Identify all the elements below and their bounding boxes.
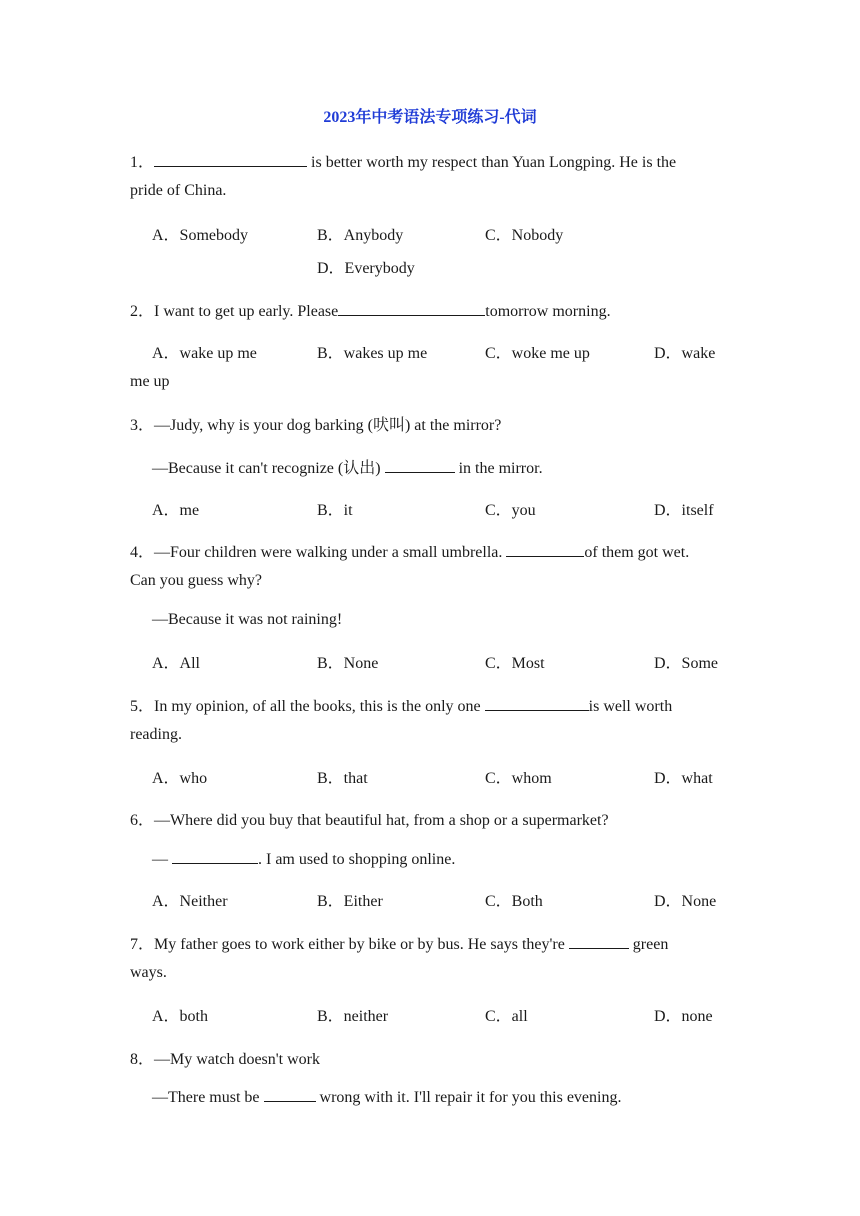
question-text: —Where did you buy that beautiful hat, from a shop or a supermarket? xyxy=(154,812,609,829)
option-c: C．you xyxy=(485,502,536,519)
question-5-stem xyxy=(130,693,672,716)
option-b: B．Anybody xyxy=(317,227,404,244)
option-d: D．None xyxy=(654,893,717,910)
question-text: — xyxy=(152,851,172,868)
question-number: 4． xyxy=(130,544,155,561)
answer-blank xyxy=(506,542,584,557)
question-4-stem-cont: Can you guess why? xyxy=(130,572,262,589)
question-text: is well worth xyxy=(588,698,673,715)
option-a: A．Somebody xyxy=(152,227,249,244)
question-4-stem xyxy=(130,539,689,562)
question-text: I want to get up early. Please xyxy=(154,303,339,320)
answer-blank xyxy=(338,301,485,316)
option-a: A．All xyxy=(152,655,201,672)
option-d: D．itself xyxy=(654,502,714,519)
question-3-reply xyxy=(152,455,543,478)
question-8-reply xyxy=(152,1087,621,1107)
option-c: C．Nobody xyxy=(485,227,564,244)
question-number: 1． xyxy=(130,154,155,171)
question-text: —There must be xyxy=(152,1089,264,1106)
answer-blank xyxy=(172,849,258,864)
option-b: B．neither xyxy=(317,1008,389,1025)
option-c: C．Both xyxy=(485,893,543,910)
option-a: A．Neither xyxy=(152,893,228,910)
option-d-cont: me up xyxy=(130,373,170,390)
question-number: 3． xyxy=(130,417,155,434)
option-d: D．what xyxy=(654,770,713,787)
question-1-stem-cont: pride of China. xyxy=(130,182,227,199)
question-text: green xyxy=(628,936,669,953)
option-b: B．None xyxy=(317,655,379,672)
question-number: 2． xyxy=(130,303,155,320)
option-a: A．wake up me xyxy=(152,345,257,362)
question-2-stem xyxy=(130,298,611,321)
question-text: —Judy, why is your dog barking (吠叫) at the mirror? xyxy=(154,417,502,434)
option-d: D．Some xyxy=(654,655,719,672)
question-text: . I am used to shopping online. xyxy=(258,851,456,868)
question-6-reply xyxy=(152,849,455,869)
answer-blank xyxy=(569,934,629,949)
option-c: C．whom xyxy=(485,770,552,787)
option-b: B．wakes up me xyxy=(317,345,428,362)
question-text: In my opinion, of all the books, this is the only one xyxy=(154,698,485,715)
question-number: 6． xyxy=(130,812,155,829)
document-title: 2023年中考语法专项练习-代词 xyxy=(323,109,537,126)
option-b: B．Either xyxy=(317,893,383,910)
question-text: of them got wet. xyxy=(584,544,690,561)
question-text: My father goes to work either by bike or by bus. He says they're xyxy=(154,936,569,953)
option-c: C．Most xyxy=(485,655,545,672)
question-3-stem xyxy=(130,412,501,435)
option-c: C．woke me up xyxy=(485,345,590,362)
question-text: —Four children were walking under a small umbrella. xyxy=(154,544,507,561)
question-number: 5． xyxy=(130,698,155,715)
option-a: A．me xyxy=(152,502,200,519)
question-text: in the mirror. xyxy=(454,460,543,477)
question-8-stem xyxy=(130,1046,320,1069)
answer-blank xyxy=(154,152,307,167)
option-b: B．it xyxy=(317,502,353,519)
option-c: C．all xyxy=(485,1008,528,1025)
option-d: D．Everybody xyxy=(317,260,415,277)
question-6-stem xyxy=(130,807,609,830)
option-d: D．wake xyxy=(654,345,716,362)
question-text: is better worth my respect than Yuan Longping. He is the xyxy=(307,154,677,171)
question-7-stem xyxy=(130,931,668,954)
option-a: A．both xyxy=(152,1008,209,1025)
question-7-stem-cont: ways. xyxy=(130,964,167,981)
question-text: wrong with it. I'll repair it for you this evening. xyxy=(315,1089,622,1106)
question-4-reply: —Because it was not raining! xyxy=(152,611,343,628)
question-number: 7． xyxy=(130,936,155,953)
option-a: A．who xyxy=(152,770,208,787)
question-text: tomorrow morning. xyxy=(485,303,611,320)
option-d: D．none xyxy=(654,1008,713,1025)
question-number: 8． xyxy=(130,1051,155,1068)
question-text: —My watch doesn't work xyxy=(154,1051,320,1068)
answer-blank xyxy=(385,458,455,473)
answer-blank xyxy=(485,696,589,711)
option-b: B．that xyxy=(317,770,368,787)
question-1-stem xyxy=(130,149,676,172)
question-5-stem-cont: reading. xyxy=(130,726,182,743)
answer-blank xyxy=(264,1087,316,1102)
question-text: —Because it can't recognize (认出) xyxy=(152,460,385,477)
